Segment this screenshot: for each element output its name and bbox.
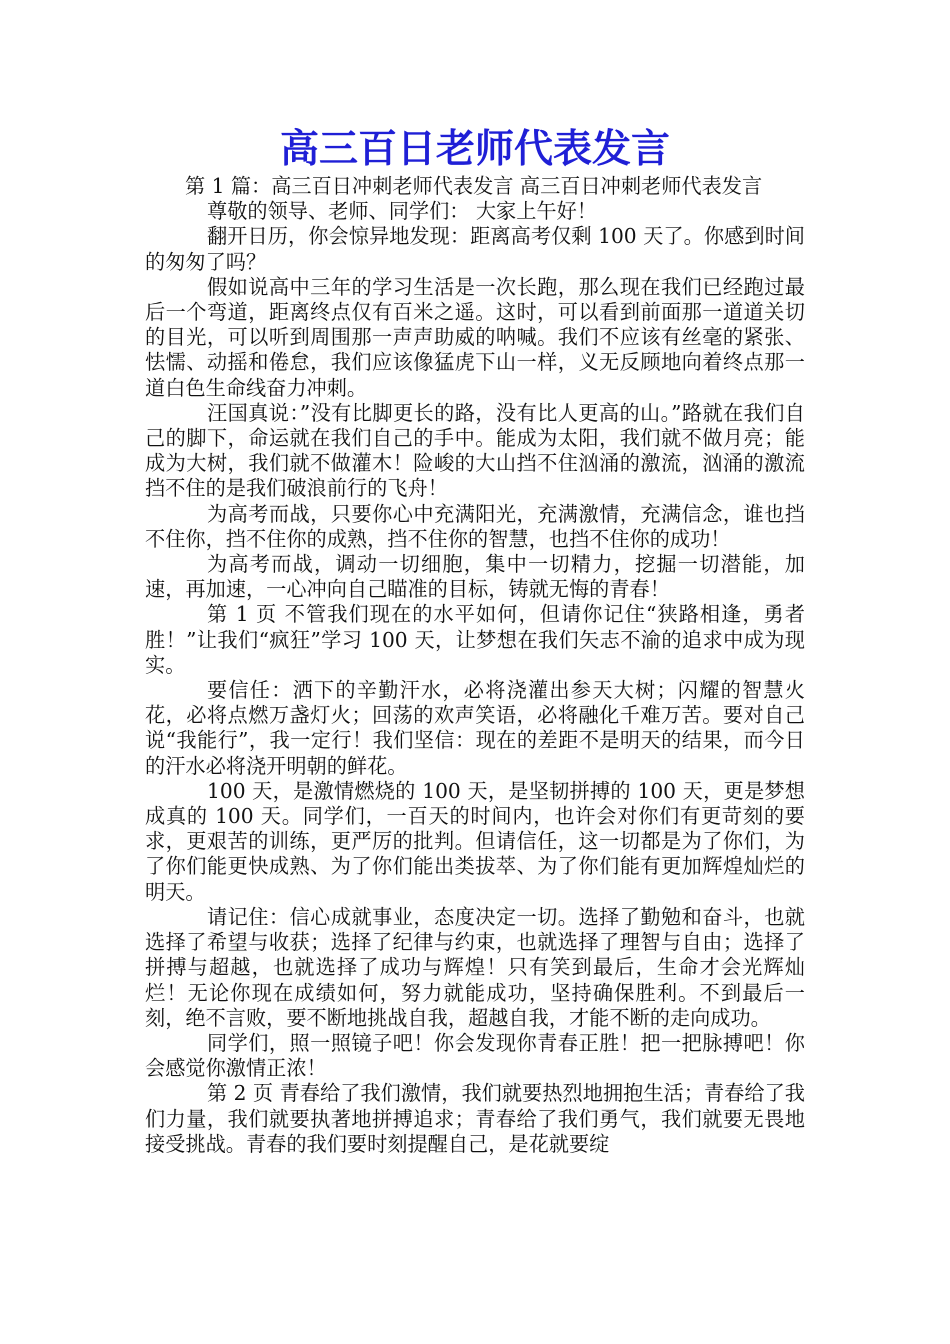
paragraph: 第 1 页 不管我们现在的水平如何，但请你记住“狭路相逢，勇者胜！”让我们“疯狂”学习 100 天，让梦想在我们矢志不渝的追求中成为现实。 bbox=[145, 602, 805, 677]
paragraph: 第 2 页 青春给了我们激情，我们就要热烈地拥抱生活；青春给了我们力量，我们就要执著地拼搏追求；青春给了我们勇气，我们就要无畏地接受挑战。青春的我们要时刻提醒自己，是花就要绽 bbox=[145, 1081, 805, 1156]
paragraph: 要信任：洒下的辛勤汗水，必将浇灌出参天大树；闪耀的智慧火花，必将点燃万盏灯火；回荡的欢声笑语，必将融化千难万苦。要对自己说“我能行”，我一定行！我们坚信：现在的差距不是明天的结果，而今日的汗水必将浇开明朝的鲜花。 bbox=[145, 678, 805, 778]
paragraph: 为高考而战，只要你心中充满阳光，充满激情，充满信念，谁也挡不住你，挡不住你的成熟，挡不住你的智慧，也挡不住你的成功！ bbox=[145, 501, 805, 551]
paragraph: 100 天，是激情燃烧的 100 天，是坚韧拼搏的 100 天，更是梦想成真的 100 天。同学们，一百天的时间内，也许会对你们有更苛刻的要求，更艰苦的训练，更严厉的批判。但请信任，这一切都是为了你们，为了你们能更快成熟、为了你们能出类拔萃、为了你们能有更加辉煌灿烂的明天。 bbox=[145, 778, 805, 904]
document-body bbox=[145, 174, 805, 1157]
paragraph: 翻开日历，你会惊异地发现：距离高考仅剩 100 天了。你感到时间的匆匆了吗？ bbox=[145, 224, 805, 274]
paragraph-heading: 第 1 篇：高三百日冲刺老师代表发言 高三百日冲刺老师代表发言 bbox=[185, 174, 763, 198]
paragraph: 同学们，照一照镜子吧！你会发现你青春正胜！把一把脉搏吧！你会感觉你激情正浓！ bbox=[145, 1030, 805, 1081]
paragraph: 假如说高中三年的学习生活是一次长跑，那么现在我们已经跑过最后一个弯道，距离终点仅有百米之遥。这时，可以看到前面那一道道关切的目光，可以听到周围那一声声助威的呐喊。我们不应该有丝毫的紧张、怯懦、动摇和倦怠，我们应该像猛虎下山一样，义无反顾地向着终点那一道白色生命线奋力冲刺。 bbox=[145, 274, 805, 400]
paragraph-greeting: 尊敬的领导、老师、同学们： 大家上午好！ bbox=[207, 199, 597, 224]
document-title: 高三百日老师代表发言 bbox=[279, 127, 670, 172]
paragraph: 为高考而战，调动一切细胞，集中一切精力，挖掘一切潜能，加速，再加速，一心冲向自己瞄准的目标，铸就无悔的青春！ bbox=[145, 552, 805, 602]
paragraph: 汪国真说：”没有比脚更长的路，没有比人更高的山。”路就在我们自己的脚下，命运就在我们自己的手中。能成为太阳，我们就不做月亮；能成为大树，我们就不做灌木！险峻的大山挡不住汹涌的激流，汹涌的激流挡不住的是我们破浪前行的飞舟！ bbox=[145, 400, 805, 501]
paragraph: 请记住：信心成就事业，态度决定一切。选择了勤勉和奋斗，也就选择了希望与收获；选择了纪律与约束，也就选择了理智与自由；选择了拼搏与超越，也就选择了成功与辉煌！只有笑到最后，生命才会光辉灿烂！无论你现在成绩如何，努力就能成功，坚持确保胜利。不到最后一刻，绝不言败，要不断地挑战自我，超越自我，才能不断的走向成功。 bbox=[145, 904, 805, 1030]
